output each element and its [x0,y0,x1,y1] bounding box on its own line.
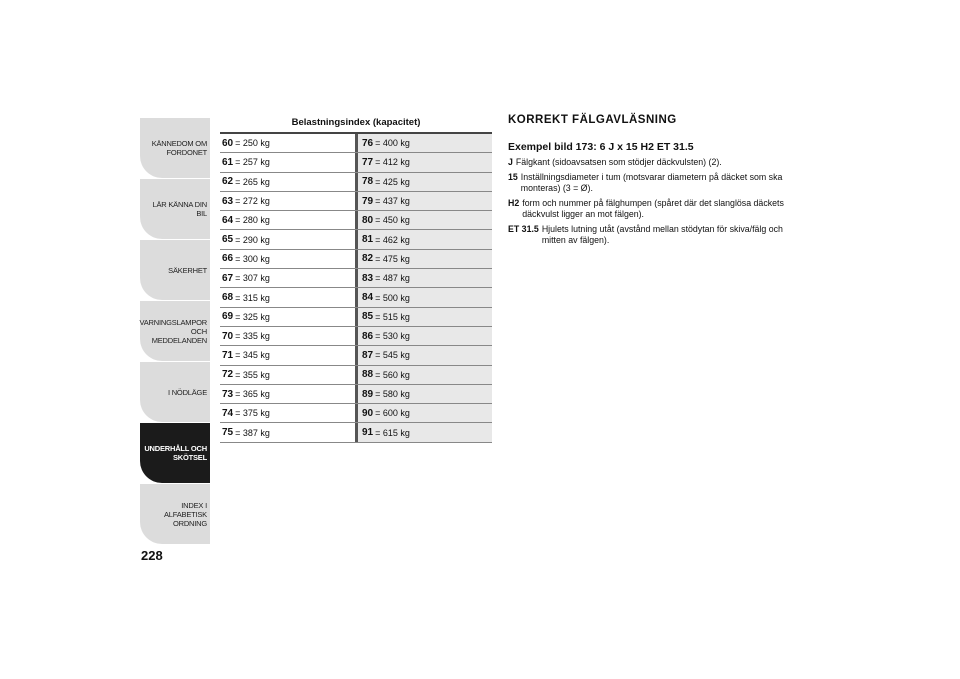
load-index-weight: = 280 kg [235,215,270,226]
load-index-number: 90 [362,407,374,419]
nav-tab-label: LÄR KÄNNA DIN BIL [152,200,207,218]
table-row [220,385,492,404]
load-index-weight: = 365 kg [235,389,270,399]
table-cell [220,327,355,345]
load-index-number: 64 [222,214,234,226]
load-index-number: 78 [362,176,374,188]
table-row [220,288,492,307]
load-index-table [220,132,492,443]
load-index-number: 67 [222,272,234,284]
load-index-weight: = 580 kg [375,389,410,399]
load-index-weight: = 315 kg [235,292,270,303]
load-index-number: 81 [362,234,374,246]
table-cell [220,230,355,248]
load-index-weight: = 475 kg [375,253,410,264]
table-row [220,230,492,249]
nav-tab[interactable] [140,118,210,178]
load-index-weight: = 355 kg [235,369,270,380]
table-cell [220,366,355,384]
page-number: 228 [141,548,163,563]
table-row [220,153,492,172]
load-index-weight: = 290 kg [235,234,270,245]
load-index-weight: = 412 kg [375,157,410,168]
load-index-weight: = 265 kg [235,176,270,187]
nav-tab-label: UNDERHÅLL OCH SKÖTSEL [144,444,207,462]
table-cell [220,192,355,210]
table-row [220,269,492,288]
table-cell [220,308,355,326]
table-cell [220,346,355,364]
load-index-weight: = 257 kg [235,157,270,168]
nav-tab-label: INDEX I ALFABETISK ORDNING [163,500,207,528]
definition-list [508,157,798,250]
table-row [220,327,492,346]
table-cell [358,269,492,287]
nav-tab-label: VARNINGSLAMPOR OCH MEDDELANDEN [139,317,207,345]
table-cell [220,385,355,403]
load-index-number: 74 [222,407,234,419]
table-cell [358,192,492,210]
table-cell [220,250,355,268]
load-index-weight: = 615 kg [375,427,410,438]
definition-key: 15 [508,172,518,182]
table-cell [358,385,492,403]
nav-tab[interactable] [140,179,210,239]
table-row [220,308,492,327]
load-index-number: 60 [222,137,234,149]
table-row [220,366,492,385]
load-index-weight: = 375 kg [235,408,270,419]
load-index-weight: = 462 kg [375,234,410,245]
load-index-weight: = 530 kg [375,331,410,342]
load-index-weight: = 487 kg [375,273,410,284]
load-index-number: 88 [362,369,374,381]
nav-tab[interactable] [140,362,210,422]
nav-tab-label: KÄNNEDOM OM FORDONET [151,139,207,157]
table-row [220,250,492,269]
load-index-weight: = 250 kg [235,138,270,149]
table-cell [220,134,355,152]
load-index-number: 61 [222,156,234,168]
definition-item [508,157,798,168]
load-index-number: 76 [362,137,374,149]
table-cell [358,230,492,248]
load-index-number: 73 [222,388,234,400]
load-index-weight: = 272 kg [235,196,270,207]
nav-tab-label: I NÖDLÄGE [167,387,207,397]
load-index-number: 85 [362,311,374,323]
definition-text: form och nummer på fälghumpen (spåret där det slanglösa däckets däckvulst ligger an mot fälgen). [522,198,784,219]
table-row [220,423,492,442]
load-index-table-title: Belastningsindex (kapacitet) [291,117,421,128]
table-cell [358,250,492,268]
load-index-number: 83 [362,272,374,284]
load-index-weight: = 425 kg [375,176,410,187]
load-index-number: 68 [222,292,234,304]
table-cell [358,404,492,422]
table-cell [220,288,355,306]
table-cell [358,346,492,364]
load-index-weight: = 515 kg [375,311,410,322]
load-index-weight: = 500 kg [375,292,410,303]
load-index-number: 86 [362,330,374,342]
definition-text: Hjulets lutning utåt (avstånd mellan stödytan för skiva/fälg och mitten av fälgen). [541,224,783,245]
definition-key: ET 31.5 [508,224,539,234]
load-index-weight: = 545 kg [375,350,410,361]
example-heading: Exempel bild 173: 6 J x 15 H2 ET 31.5 [508,141,694,153]
nav-tab[interactable] [140,484,210,544]
load-index-number: 65 [222,234,234,246]
load-index-weight: = 300 kg [235,253,270,264]
load-index-number: 84 [362,292,374,304]
load-index-number: 89 [362,388,374,400]
table-cell [358,134,492,152]
table-cell [220,211,355,229]
load-index-weight: = 387 kg [235,427,270,438]
load-index-number: 80 [362,214,374,226]
definition-item [508,172,798,194]
load-index-number: 75 [222,427,234,439]
table-cell [220,404,355,422]
table-cell [358,173,492,191]
section-heading: KORREKT FÄLGAVLÄSNING [508,114,677,126]
table-cell [220,173,355,191]
load-index-number: 70 [222,330,234,342]
load-index-number: 72 [222,369,234,381]
definition-key: J [508,157,513,167]
table-cell [220,153,355,171]
definition-text: Inställningsdiameter i tum (motsvarar diametern på däcket som ska monteras) (3 = Ø). [520,172,783,193]
load-index-weight: = 450 kg [375,215,410,226]
table-row [220,134,492,153]
load-index-weight: = 400 kg [375,138,410,149]
load-index-weight: = 325 kg [235,311,270,322]
table-row [220,211,492,230]
load-index-number: 66 [222,253,234,265]
load-index-number: 69 [222,311,234,323]
load-index-number: 62 [222,176,234,188]
load-index-weight: = 600 kg [375,408,410,419]
table-cell [358,423,492,441]
load-index-number: 71 [222,349,234,361]
table-cell [358,288,492,306]
nav-tab[interactable] [140,301,210,361]
table-row [220,192,492,211]
load-index-weight: = 335 kg [235,331,270,342]
table-cell [220,269,355,287]
load-index-number: 63 [222,195,234,207]
definition-key: H2 [508,198,520,208]
table-cell [358,153,492,171]
nav-tab-label: SÄKERHET [168,265,207,275]
table-row [220,404,492,423]
load-index-weight: = 307 kg [235,273,270,284]
definition-item [508,224,798,246]
table-cell [220,423,355,441]
load-index-weight: = 345 kg [235,350,270,361]
load-index-weight: = 437 kg [375,196,410,207]
nav-tab[interactable] [140,240,210,300]
load-index-number: 82 [362,253,374,265]
table-row [220,173,492,192]
load-index-number: 91 [362,427,374,439]
table-cell [358,308,492,326]
definition-item [508,198,798,220]
table-cell [358,366,492,384]
load-index-number: 77 [362,156,374,168]
definition-text: Fälgkant (sidoavsatsen som stödjer däckvulsten) (2). [515,157,722,167]
table-cell [358,327,492,345]
load-index-number: 79 [362,195,374,207]
load-index-number: 87 [362,349,374,361]
table-row [220,346,492,365]
table-cell [358,211,492,229]
load-index-weight: = 560 kg [375,369,410,380]
nav-tab[interactable] [140,423,210,483]
